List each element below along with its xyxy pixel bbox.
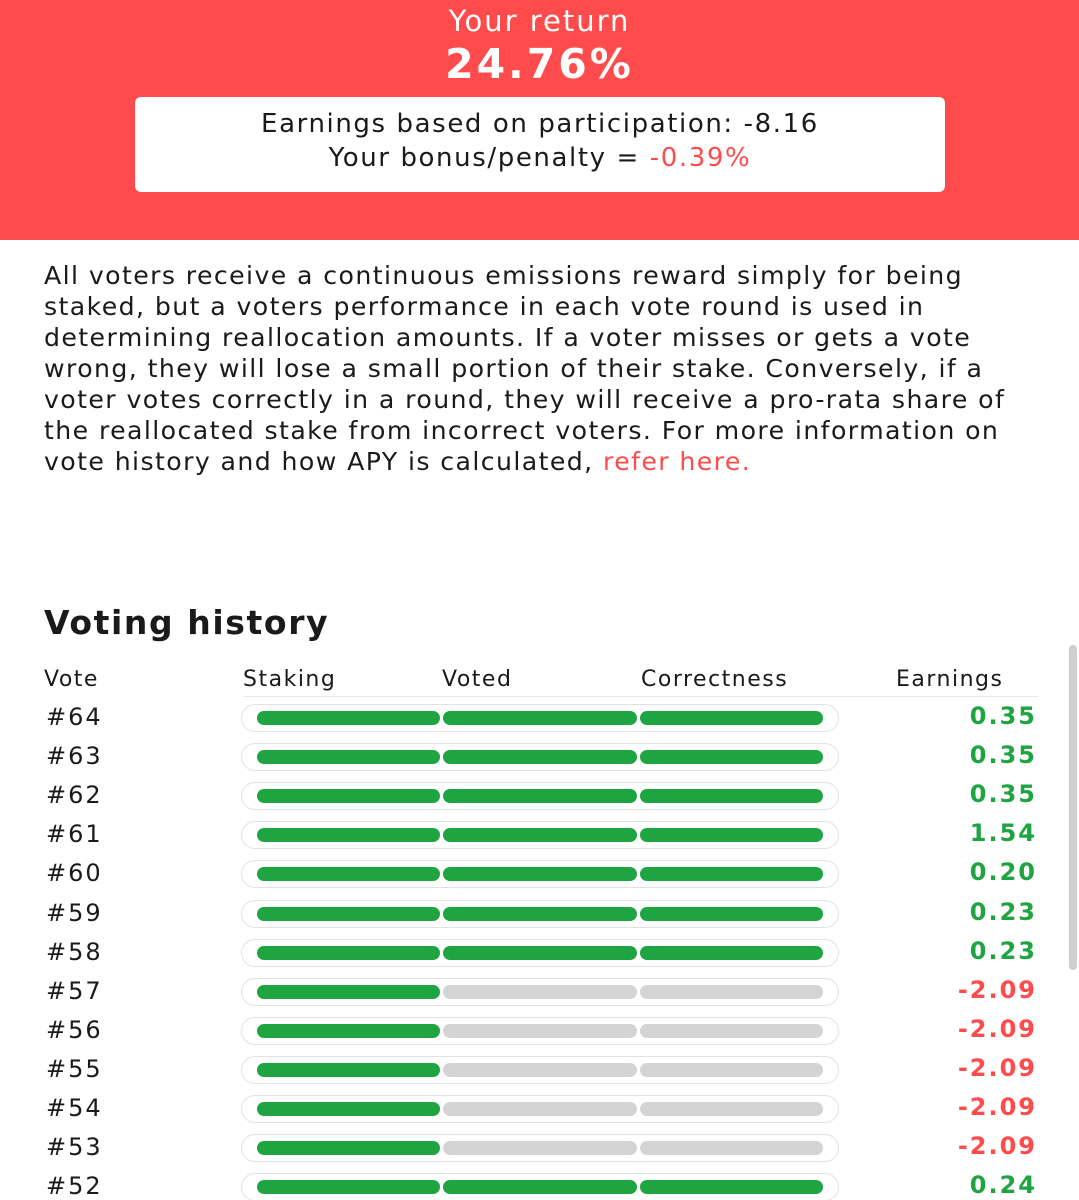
correctness-segment [640,789,823,803]
bonus-penalty-label: Your bonus/penalty = [328,143,650,173]
earnings-value: 0.35 [969,780,1037,809]
earnings-value: 0.20 [969,858,1037,887]
voted-segment [443,1063,637,1077]
table-row [0,1133,1079,1172]
voted-segment [443,750,637,764]
correctness-segment [640,1141,823,1155]
participation-track [241,743,839,771]
voted-segment [443,907,637,921]
table-row [0,703,1079,742]
return-label: Your return [448,4,631,38]
correctness-segment [640,711,823,725]
bonus-penalty-line [135,143,945,173]
staking-segment [257,1024,440,1038]
earnings-value: 0.35 [969,702,1037,730]
correctness-segment [640,1180,823,1194]
table-row [0,899,1079,938]
staking-segment [257,789,440,803]
voted-segment [443,1141,637,1155]
column-header-vote: Vote [44,667,99,692]
voted-segment [443,1102,637,1116]
vote-number: #61 [46,820,103,849]
correctness-segment [640,1063,823,1077]
participation-track [241,860,839,888]
column-header-earnings: Earnings [896,667,1004,692]
correctness-segment [640,1024,823,1038]
description-paragraph [44,260,1024,477]
correctness-segment [640,750,823,764]
table-row [0,859,1079,898]
earnings-value: 0.23 [969,936,1037,965]
participation-track [241,1095,839,1123]
participation-track [241,939,839,967]
voted-segment [443,711,637,725]
earnings-value: -2.09 [957,1014,1037,1043]
table-row [0,742,1079,781]
table-row [0,1172,1079,1200]
column-header-voted: Voted [442,667,513,692]
correctness-segment [640,867,823,881]
header-divider [244,696,1038,697]
earnings-value: 0.24 [969,1171,1037,1200]
voted-segment [443,985,637,999]
description-text: All voters receive a continuous emissions reward simply for being staked, but a voters performance in each vote round is used in determining reallocation amounts. If a voter misses or gets a vote wrong, they will lose a small portion of their stake. Conversely, if a voter votes correctly in a round, they will receive a pro-rata share of the reallocated stake from incorrect voters. For more information on vote history and how APY is calculated, [44,261,1006,476]
staking-segment [257,867,440,881]
staking-segment [257,711,440,725]
correctness-segment [640,1102,823,1116]
earnings-value: -2.09 [957,975,1037,1004]
vote-number: #64 [46,703,103,731]
return-banner [0,0,1079,240]
staking-segment [257,946,440,960]
voting-history-title: Voting history [44,603,330,642]
earnings-value: 1.54 [969,819,1037,848]
participation-track [241,1017,839,1045]
participation-track [241,782,839,810]
staking-segment [257,907,440,921]
staking-segment [257,1141,440,1155]
earnings-participation-text: Earnings based on participation: -8.16 [261,109,819,139]
table-row [0,781,1079,820]
staking-segment [257,985,440,999]
vote-number: #56 [46,1015,103,1044]
table-row [0,1016,1079,1055]
bonus-penalty-value: -0.39% [649,143,752,173]
vote-number: #59 [46,898,103,927]
participation-track [241,978,839,1006]
vote-number: #63 [46,742,103,771]
vote-number: #54 [46,1094,103,1122]
vote-number: #60 [46,859,103,888]
table-row [0,1094,1079,1133]
earnings-value: 0.35 [969,741,1037,770]
participation-track [241,821,839,849]
staking-segment [257,1180,440,1194]
table-row [0,977,1079,1016]
vote-number: #52 [46,1172,103,1200]
correctness-segment [640,946,823,960]
column-header-staking: Staking [243,667,337,692]
participation-track [241,704,839,732]
participation-track [241,900,839,928]
column-header-correctness: Correctness [641,667,789,692]
voted-segment [443,867,637,881]
staking-segment [257,1102,440,1116]
earnings-value: -2.09 [957,1093,1037,1121]
scrollbar[interactable] [1069,645,1077,970]
participation-track [241,1173,839,1200]
staking-segment [257,750,440,764]
vote-number: #53 [46,1133,103,1162]
voted-segment [443,789,637,803]
participation-track [241,1134,839,1162]
table-row [0,1055,1079,1094]
voted-segment [443,828,637,842]
voted-segment [443,1180,637,1194]
staking-segment [257,1063,440,1077]
return-value: 24.76% [445,40,634,88]
earnings-value: -2.09 [957,1132,1037,1161]
refer-here-link[interactable]: refer here. [603,447,752,476]
vote-number: #58 [46,937,103,966]
vote-number: #62 [46,781,103,810]
participation-track [241,1056,839,1084]
earnings-value: 0.23 [969,897,1037,926]
staking-segment [257,828,440,842]
correctness-segment [640,907,823,921]
voted-segment [443,1024,637,1038]
correctness-segment [640,985,823,999]
vote-number: #55 [46,1054,103,1083]
earnings-card [135,97,945,192]
vote-number: #57 [46,976,103,1005]
table-row [0,820,1079,859]
voted-segment [443,946,637,960]
correctness-segment [640,828,823,842]
earnings-value: -2.09 [957,1053,1037,1082]
table-row [0,938,1079,977]
